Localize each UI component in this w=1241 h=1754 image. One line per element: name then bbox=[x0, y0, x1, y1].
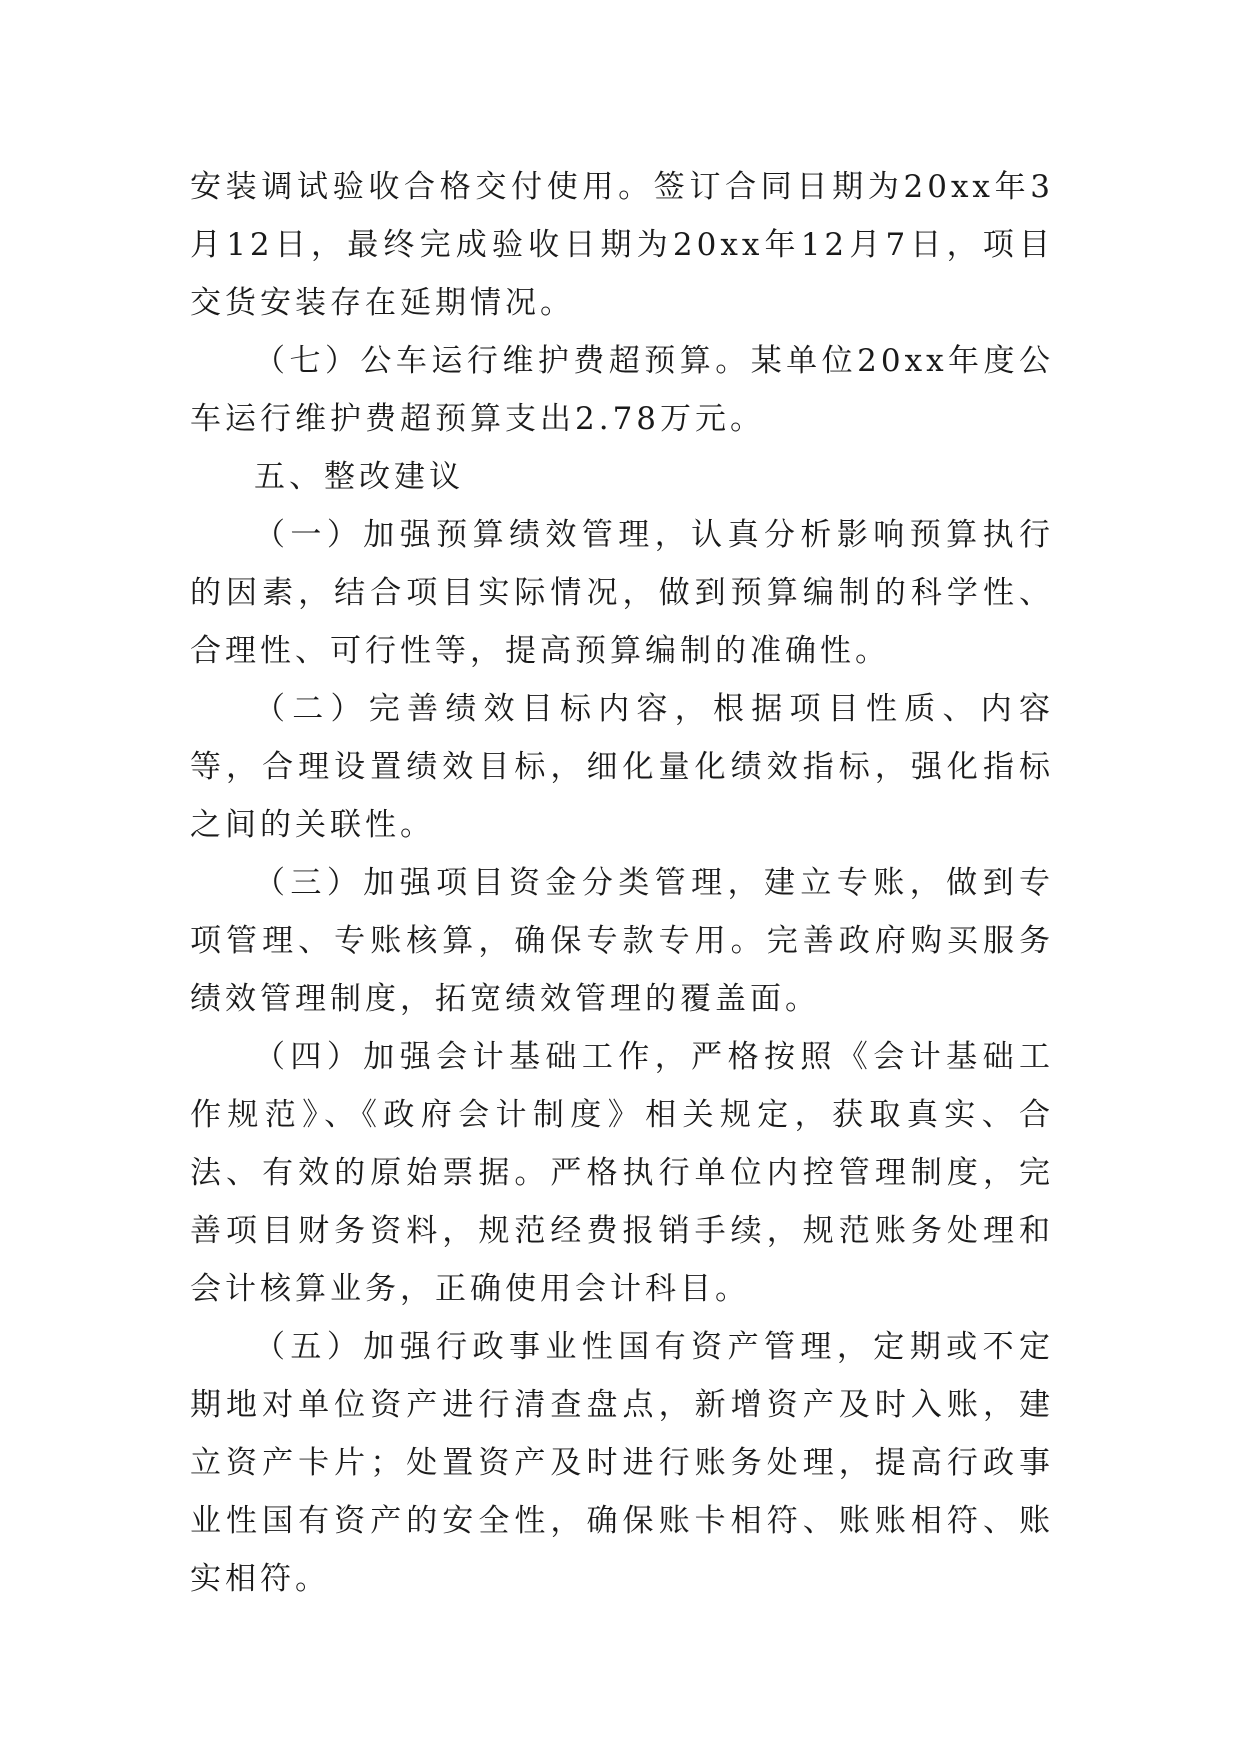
paragraph-suggestion-2: （二）完善绩效目标内容，根据项目性质、内容等，合理设置绩效目标，细化量化绩效指标，强化指标之间的关联性。 bbox=[190, 691, 1054, 843]
paragraph-suggestion-1: （一）加强预算绩效管理，认真分析影响预算执行的因素，结合项目实际情况，做到预算编制的科学性、合理性、可行性等，提高预算编制的准确性。 bbox=[190, 517, 1054, 669]
paragraph-continuation: 安装调试验收合格交付使用。签订合同日期为20xx年3月12日，最终完成验收日期为20xx年12月7日，项目交货安装存在延期情况。 bbox=[190, 169, 1054, 321]
paragraph-suggestion-4: （四）加强会计基础工作，严格按照《会计基础工作规范》、《政府会计制度》相关规定，获取真实、合法、有效的原始票据。严格执行单位内控管理制度，完善项目财务资料，规范经费报销手续，规范账务处理和会计核算业务，正确使用会计科目。 bbox=[190, 1039, 1054, 1307]
section-heading-5: 五、整改建议 bbox=[254, 459, 464, 495]
paragraph-item-7: （七）公车运行维护费超预算。某单位20xx年度公车运行维护费超预算支出2.78万元。 bbox=[190, 343, 1054, 437]
document-body bbox=[190, 158, 1054, 1608]
paragraph-suggestion-5: （五）加强行政事业性国有资产管理，定期或不定期地对单位资产进行清查盘点，新增资产及时入账，建立资产卡片；处置资产及时进行账务处理，提高行政事业性国有资产的安全性，确保账卡相符、账账相符、账实相符。 bbox=[190, 1329, 1054, 1597]
paragraph-suggestion-3: （三）加强项目资金分类管理，建立专账，做到专项管理、专账核算，确保专款专用。完善政府购买服务绩效管理制度，拓宽绩效管理的覆盖面。 bbox=[190, 865, 1054, 1017]
